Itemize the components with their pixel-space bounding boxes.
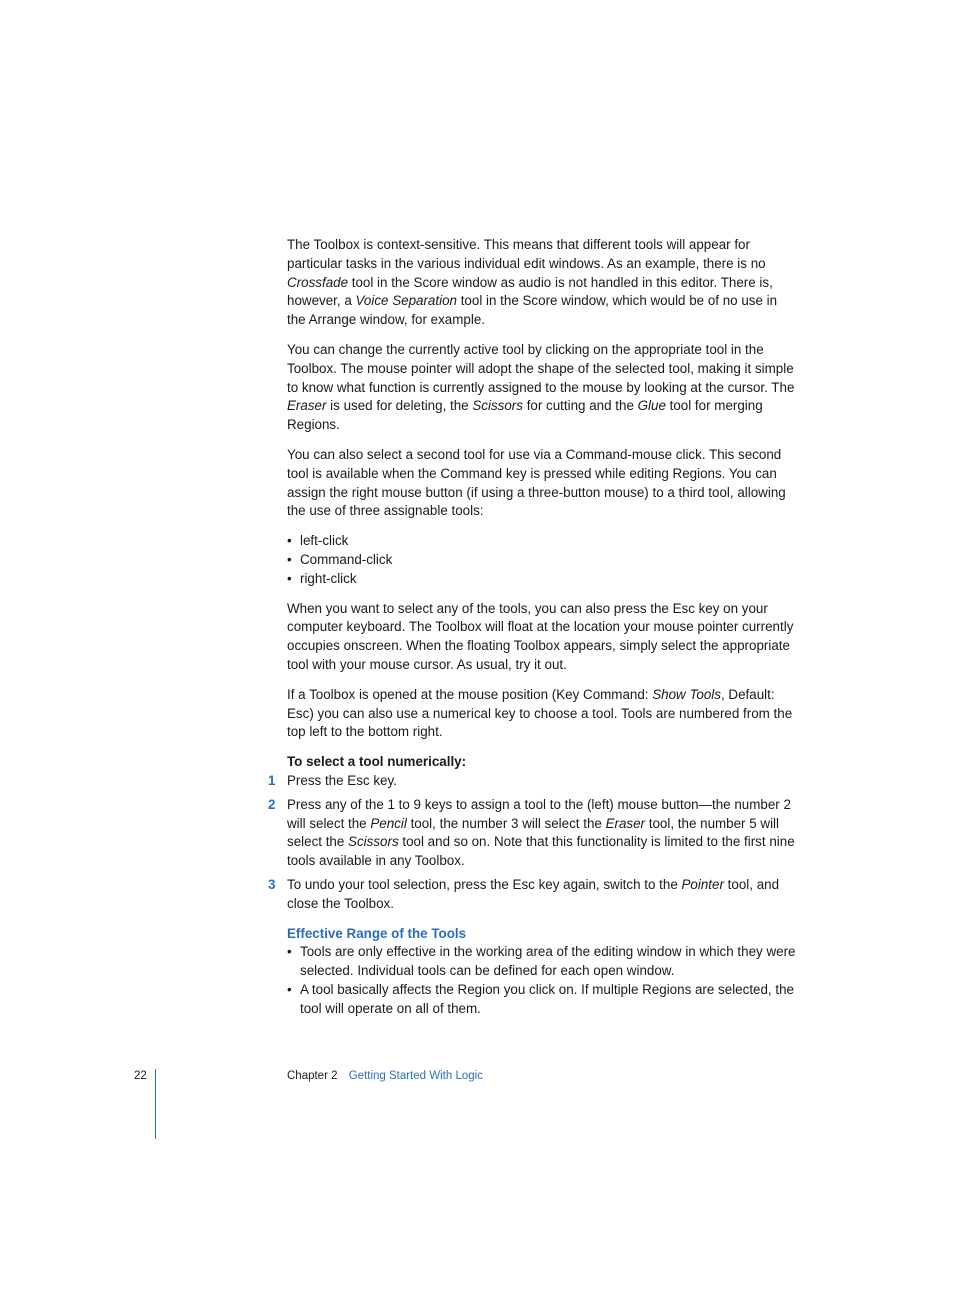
step-number: 2 bbox=[268, 796, 276, 812]
bullet-icon: • bbox=[287, 533, 292, 549]
page-footer bbox=[287, 1070, 483, 1082]
emphasized-term: Pointer bbox=[681, 876, 724, 892]
text-run: To undo your tool selection, press the Esc key again, switch to the bbox=[287, 876, 682, 892]
body-paragraph bbox=[287, 341, 799, 435]
bullet-item bbox=[287, 570, 799, 589]
emphasized-term: Pencil bbox=[370, 815, 407, 831]
emphasized-term: Crossfade bbox=[287, 274, 349, 290]
emphasized-term: Eraser bbox=[287, 398, 327, 414]
body-paragraph bbox=[287, 236, 799, 330]
intro-paragraphs bbox=[287, 236, 799, 521]
bullet-text: left-click bbox=[300, 533, 349, 549]
text-run: You can also select a second tool for use via a Command-mouse click. This second tool is available when the Command key is pressed while editing Regions. You can assign the right mouse button (if using a three-button mouse) to a third tool, allowing the use of three assignable tools: bbox=[287, 446, 786, 519]
emphasized-term: Scissors bbox=[472, 398, 523, 414]
bullet-item bbox=[287, 981, 799, 1019]
text-run: The Toolbox is context-sensitive. This means that different tools will appear for particular tasks in the various individual edit windows. As an example, there is no bbox=[287, 237, 766, 271]
text-run: Press the Esc key. bbox=[287, 772, 397, 788]
bullet-text: Command-click bbox=[300, 551, 393, 567]
bullet-icon: • bbox=[287, 944, 292, 960]
text-run: , Default: Esc) you can also use a numerical key to choose a tool. Tools are numbered from the top left to the bottom right. bbox=[287, 686, 793, 740]
text-run: tool in the Score window, which would be of no use in the Arrange window, for example. bbox=[287, 293, 778, 328]
text-run: tool for merging Regions. bbox=[287, 398, 763, 433]
body-paragraph bbox=[287, 446, 799, 521]
section-heading: Effective Range of the Tools bbox=[287, 925, 467, 941]
text-run: for cutting and the bbox=[522, 398, 638, 414]
footer-chapter-title: Getting Started With Logic bbox=[348, 1070, 483, 1082]
bullet-item bbox=[287, 532, 799, 551]
bullet-text: Tools are only effective in the working area of the editing window in which they were selected. Individual tools can be defined for each open window. bbox=[300, 944, 796, 979]
bullet-item bbox=[287, 551, 799, 570]
text-run: When you want to select any of the tools, you can also press the Esc key on your computer keyboard. The Toolbox will float at the location your mouse pointer currently occupies onscreen. When the floating Toolbox appears, simply select the appropriate tool with your mouse cursor. As usual, try it out. bbox=[287, 600, 794, 672]
emphasized-term: Show Tools bbox=[652, 686, 721, 702]
emphasized-term: Voice Separation bbox=[355, 293, 457, 309]
bullet-icon: • bbox=[287, 570, 292, 586]
bullet-icon: • bbox=[287, 981, 292, 997]
text-run: tool, and close the Toolbox. bbox=[287, 876, 780, 911]
main-content bbox=[268, 236, 799, 1029]
bullet-text: A tool basically affects the Region you click on. If multiple Regions are selected, the tool will operate on all of them. bbox=[300, 981, 794, 1016]
click-bullet-list bbox=[287, 532, 799, 588]
footer-divider bbox=[155, 1069, 156, 1139]
task-heading: To select a tool numerically: bbox=[287, 754, 467, 770]
step-number: 3 bbox=[268, 876, 276, 892]
text-run: Press any of the 1 to 9 keys to assign a tool to the (left) mouse button—the number 2 will select the bbox=[287, 796, 791, 831]
text-run: tool and so on. Note that this functionality is limited to the first nine tools available in any Toolbox. bbox=[287, 834, 795, 869]
text-run: tool in the Score window as audio is not handled in this editor. There is, however, a bbox=[287, 274, 773, 309]
step-text bbox=[287, 877, 779, 911]
text-run: You can change the currently active tool by clicking on the appropriate tool in the Toolbox. The mouse pointer will adopt the shape of the selected tool, making it simple to know what function is currently assigned to the mouse by looking at the cursor. The bbox=[287, 341, 795, 395]
bullet-icon: • bbox=[287, 551, 292, 567]
text-run: If a Toolbox is opened at the mouse position (Key Command: bbox=[287, 686, 653, 702]
body-paragraph bbox=[287, 686, 799, 742]
text-run: tool, the number 3 will select the bbox=[406, 815, 606, 831]
step-item bbox=[268, 796, 799, 871]
footer-chapter: Chapter 2 bbox=[287, 1070, 338, 1082]
body-paragraph bbox=[287, 600, 799, 675]
step-text bbox=[287, 773, 397, 788]
step-text bbox=[287, 797, 795, 868]
emphasized-term: Scissors bbox=[348, 834, 399, 850]
emphasized-term: Eraser bbox=[605, 815, 646, 831]
followup-paragraphs bbox=[287, 600, 799, 743]
text-run: tool, the number 5 will select the bbox=[287, 815, 780, 850]
page-number: 22 bbox=[134, 1070, 147, 1082]
step-number: 1 bbox=[268, 772, 276, 788]
step-item bbox=[268, 772, 799, 791]
bullet-text: right-click bbox=[300, 570, 357, 586]
bullet-item bbox=[287, 943, 799, 981]
text-run: is used for deleting, the bbox=[326, 398, 473, 414]
section-bullet-list bbox=[287, 943, 799, 1018]
emphasized-term: Glue bbox=[637, 398, 666, 414]
step-item bbox=[268, 876, 799, 914]
step-list bbox=[268, 772, 799, 914]
